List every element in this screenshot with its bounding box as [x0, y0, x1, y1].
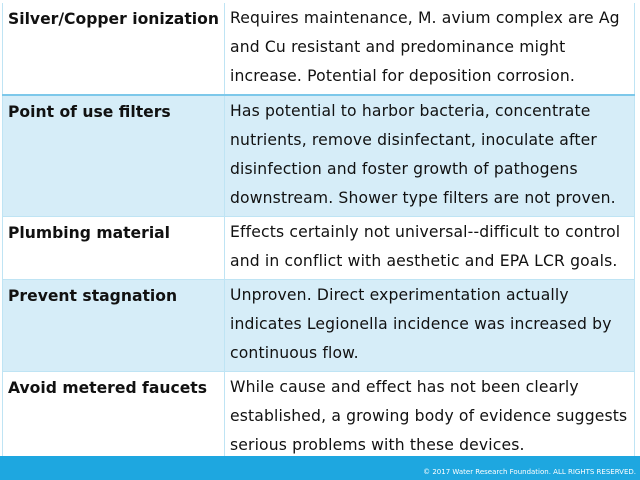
row-description: Requires maintenance, M. avium complex are Ag and Cu resistant and predominance might increase. Potential for deposition corrosion. [225, 3, 635, 95]
table-row [3, 372, 635, 464]
comparison-table [2, 3, 635, 464]
table-row [3, 3, 635, 95]
row-description: Has potential to harbor bacteria, concentrate nutrients, remove disinfectant, inoculate after disinfection and foster growth of pathogens downstream. Shower type filters are not proven. [225, 95, 635, 217]
row-description: Effects certainly not universal--difficult to control and in conflict with aesthetic and EPA LCR goals. [225, 217, 635, 280]
table-row [3, 217, 635, 280]
row-description: While cause and effect has not been clearly established, a growing body of evidence suggests serious problems with these devices. [225, 372, 635, 464]
row-description: Unproven. Direct experimentation actually indicates Legionella incidence was increased by continuous flow. [225, 280, 635, 372]
row-label: Avoid metered faucets [3, 372, 225, 464]
table-row [3, 95, 635, 217]
copyright-text: © 2017 Water Research Foundation. ALL RIGHTS RESERVED. [423, 468, 636, 476]
row-label: Point of use filters [3, 95, 225, 217]
row-label: Prevent stagnation [3, 280, 225, 372]
row-label: Plumbing material [3, 217, 225, 280]
table-row [3, 280, 635, 372]
row-label: Silver/Copper ionization [3, 3, 225, 95]
